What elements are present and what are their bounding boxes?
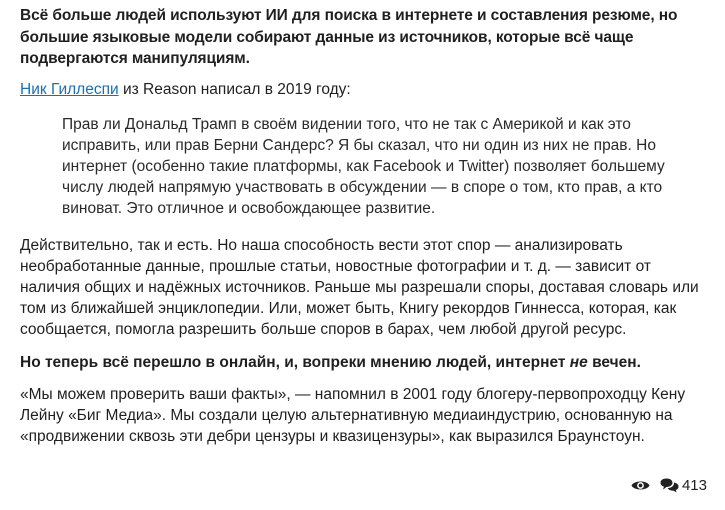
article-lead: Всё больше людей используют ИИ для поиска в интернете и составления резюме, но большие языковые модели собирают данные из источников, которые всё чаще подвергаются манипуляциям.: [20, 7, 678, 67]
article-stats: [631, 474, 707, 496]
quote-intro-text: из Reason написал в 2019 году:: [118, 81, 351, 98]
eye-icon[interactable]: [631, 479, 650, 492]
paragraph: «Мы можем проверить ваши факты», — напомнил в 2001 году блогеру-первопроходцу Кену Лейну «Биг Медиа». Мы создали целую альтернативную медиаиндустрию, основанную на «продвижении сквозь эти дебри цензуры и квазицензуры», как выразился Браунстоун.: [20, 386, 686, 445]
blockquote: Прав ли Дональд Трамп в своём видении того, что не так с Америкой и как это исправить, или прав Берни Сандерс? Я бы сказал, что ни один из них не прав. Но интернет (особенно такие платформы, как Facebook и Twitter) позволяет большему числу людей напрямую участвовать в обсуждении — в споре о том, кто прав, а кто виноват. Это отличное и освобождающее развитие.: [62, 116, 665, 217]
bold-paragraph-end: вечен.: [587, 354, 641, 371]
comments-count: 413: [681, 476, 707, 494]
bold-paragraph: [20, 352, 710, 373]
quote-intro: [20, 79, 710, 100]
comments-button[interactable]: [660, 475, 707, 496]
bold-paragraph-text: Но теперь всё перешло в онлайн, и, вопреки мнению людей, интернет: [20, 354, 570, 371]
emphasis-text: не: [569, 354, 588, 371]
paragraph: Действительно, так и есть. Но наша способность вести этот спор — анализировать необработанные данные, прошлые статьи, новостные фотографии и т. д. — зависит от наличия общих и надёжных источников. Раньше мы разрешали споры, доставая словарь или том из ближайшей энциклопедии. Или, может быть, Книгу рекордов Гиннесса, которая, как сообщается, помогла разрешить больше споров в барах, чем любой другой ресурс.: [20, 237, 699, 338]
author-link[interactable]: Ник Гиллеспи: [20, 81, 119, 98]
comments-icon: [660, 478, 679, 493]
